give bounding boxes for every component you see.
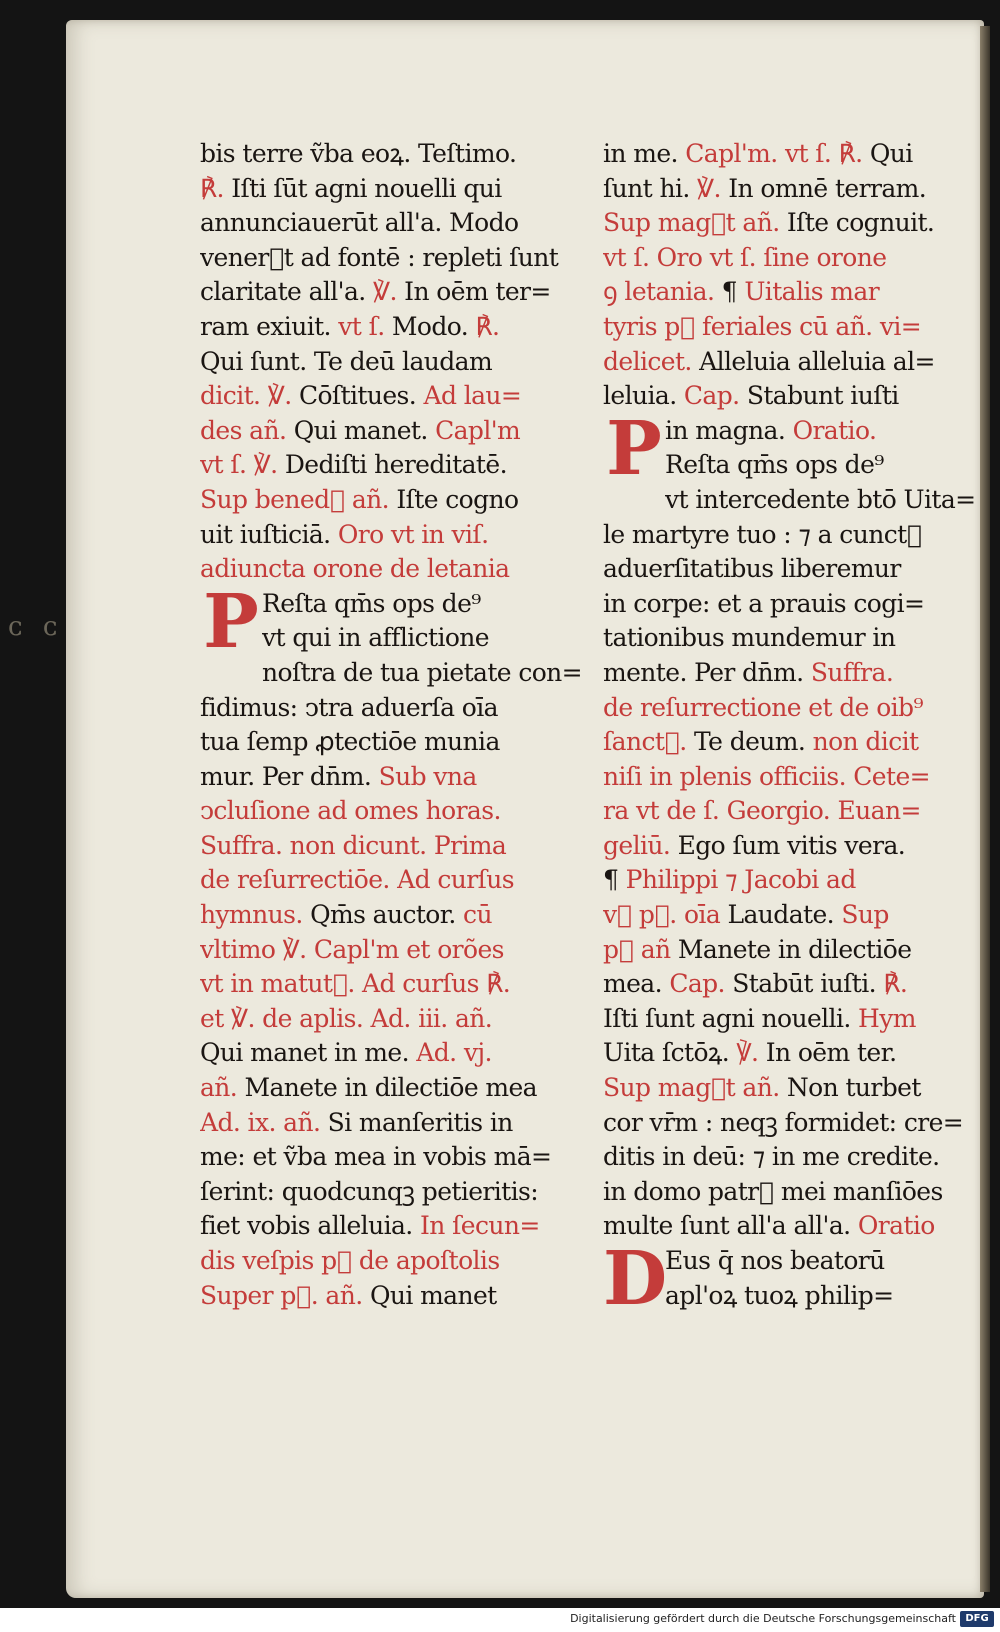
body-text: fidimus: ↄtra aduerſa oīa bbox=[200, 692, 498, 722]
text-line bbox=[603, 1071, 988, 1106]
text-line bbox=[200, 1244, 588, 1279]
rubric-text: de reſurrectione et de oib⁹ bbox=[603, 692, 923, 722]
text-line bbox=[603, 691, 988, 726]
body-text: vt intercedente btō Uita= bbox=[665, 484, 976, 514]
body-text: Manete in dilectiōe mea bbox=[244, 1073, 537, 1103]
text-line bbox=[603, 760, 988, 795]
body-text: multe ſunt all'a all'a. bbox=[603, 1211, 858, 1241]
body-text: Si manſeritis in bbox=[327, 1107, 513, 1137]
rubric-text: hymnus. bbox=[200, 900, 311, 930]
text-line bbox=[200, 414, 588, 449]
left-text-column bbox=[200, 137, 588, 1313]
text-line bbox=[200, 1140, 588, 1175]
text-line bbox=[603, 518, 988, 553]
body-text: ditis in deū: ⁊ in me credite. bbox=[603, 1142, 940, 1172]
rubric-text: Suffra. bbox=[810, 657, 894, 687]
body-text: aduerſitatibus liberemur bbox=[603, 554, 901, 584]
text-line bbox=[603, 1002, 988, 1037]
body-text: Manete in dilectiōe bbox=[677, 934, 912, 964]
text-line bbox=[200, 863, 588, 898]
body-text: Iſti ſunt agni nouelli. bbox=[603, 1003, 859, 1033]
rubric-text: Oratio. bbox=[792, 415, 877, 445]
rubric-text: dicit. ℣. bbox=[200, 381, 299, 411]
rubric-text: ℟. bbox=[475, 311, 500, 341]
body-text: Non turbet bbox=[786, 1073, 921, 1103]
body-text: Te deum. bbox=[694, 727, 813, 757]
text-line bbox=[200, 1071, 588, 1106]
rubric-text: non dicit bbox=[812, 727, 919, 757]
body-text: Iſte cogno bbox=[396, 484, 519, 514]
right-capital-block-1 bbox=[603, 405, 988, 492]
body-text: annunciauerūt all'a. Modo bbox=[200, 208, 519, 238]
funding-credit: Digitalisierung gefördert durch die Deutsche Forschungsgemeinschaft bbox=[570, 1612, 956, 1625]
text-line bbox=[262, 656, 588, 691]
rubric-text: vltimo ℣. Capl'm et orões bbox=[200, 934, 504, 964]
text-line bbox=[200, 345, 588, 380]
text-line bbox=[200, 933, 588, 968]
body-text: ſerint: quodcunqꝫ petieritis: bbox=[200, 1176, 539, 1206]
rubric-text: Sup magᷓt añ. bbox=[603, 1073, 787, 1103]
body-text: Reſta qm̄s ops de⁹ bbox=[665, 450, 884, 480]
rubric-text: Suffra. non dicunt. Prima bbox=[200, 830, 507, 860]
body-text: Laudate. bbox=[727, 900, 842, 930]
text-line bbox=[603, 1209, 988, 1244]
body-text: Stabūt iuſti. bbox=[732, 969, 884, 999]
rubric-text: ℣. bbox=[372, 277, 405, 307]
text-line bbox=[603, 206, 988, 241]
footer-bar bbox=[0, 1608, 1000, 1632]
text-line bbox=[200, 1209, 588, 1244]
body-text: noſtra de tua pietate con= bbox=[262, 657, 583, 687]
rubric-text: In ſecun= bbox=[419, 1211, 540, 1241]
rubricated-initial: P bbox=[203, 578, 259, 665]
body-text: In omnē terram. bbox=[728, 173, 927, 203]
rubric-text: ℟. bbox=[200, 173, 232, 203]
text-line bbox=[200, 898, 588, 933]
body-text: le martyre tuo : ⁊ a cunctᷓ bbox=[603, 519, 922, 549]
rubric-text: Ad. ix. añ. bbox=[200, 1107, 328, 1137]
rubric-text: vt ſ. bbox=[338, 311, 392, 341]
body-text: Dediſti hereditatē. bbox=[284, 450, 507, 480]
rubric-text: adiuncta orone de letania bbox=[200, 554, 510, 584]
body-text: ¶ bbox=[721, 277, 745, 307]
body-text: me: et ṽba mea in vobis mā= bbox=[200, 1142, 552, 1172]
body-text: cor vr̄m : neqꝫ formidet: cre= bbox=[603, 1107, 964, 1137]
text-line bbox=[262, 587, 588, 622]
text-line bbox=[200, 760, 588, 795]
body-text: in me. bbox=[603, 139, 686, 168]
rubric-text: Capl'm bbox=[435, 415, 521, 445]
body-text: in corpe: et a prauis cogi= bbox=[603, 588, 925, 618]
text-line bbox=[603, 137, 988, 172]
text-line bbox=[200, 379, 588, 414]
rubric-text: cū bbox=[463, 900, 492, 930]
rubric-text: ra vt de ſ. Georgio. Euan= bbox=[603, 796, 921, 826]
dfg-logo: DFG bbox=[960, 1611, 994, 1627]
text-line bbox=[603, 587, 988, 622]
rubric-text: vt ſ. ℣. bbox=[200, 450, 285, 480]
text-line bbox=[200, 552, 588, 587]
right-text-column bbox=[603, 137, 988, 1322]
rubric-text: ℟. bbox=[883, 969, 908, 999]
text-line bbox=[603, 794, 988, 829]
body-text: Alleluia alleluia al= bbox=[699, 346, 935, 376]
rubric-text: Hym bbox=[858, 1003, 916, 1033]
left-capital-block bbox=[200, 578, 588, 665]
text-line bbox=[603, 552, 988, 587]
body-text: In oēm ter= bbox=[404, 277, 551, 307]
rubric-text: pᷓ añ bbox=[603, 934, 678, 964]
rubric-text: ℣. bbox=[697, 173, 729, 203]
rubric-text: Ad lau= bbox=[423, 381, 522, 411]
left-para-1 bbox=[200, 137, 588, 587]
right-para-1 bbox=[603, 137, 988, 414]
rubric-text: ſanctᷓ. bbox=[603, 727, 695, 757]
rubric-text: Philippi ⁊ Jacobi ad bbox=[625, 865, 856, 895]
rubric-text: ↄcluſione ad omes horas. bbox=[200, 796, 501, 826]
text-line bbox=[200, 1002, 588, 1037]
text-line bbox=[200, 1279, 588, 1314]
rubric-text: dis veſpis pᷓ de apoſtolis bbox=[200, 1246, 500, 1275]
body-text: claritate all'a. bbox=[200, 277, 373, 307]
rubric-text: tyris pᷓ feriales cū añ. vi= bbox=[603, 311, 922, 341]
text-line bbox=[603, 725, 988, 760]
text-line bbox=[200, 275, 588, 310]
body-text: mente. Per dn̄m. bbox=[603, 657, 811, 687]
text-line bbox=[200, 1175, 588, 1210]
body-text: Qui ſunt. Te deū laudam bbox=[200, 346, 493, 376]
rubric-text: Cap. bbox=[669, 969, 733, 999]
rubric-text: niſi in plenis officiis. Cete= bbox=[603, 761, 930, 791]
text-line bbox=[603, 1140, 988, 1175]
text-line bbox=[603, 310, 988, 345]
body-text: tationibus mundemur in bbox=[603, 623, 896, 653]
body-text: venerᷓt ad fontē : repleti ſunt bbox=[200, 242, 559, 272]
rubric-text: geliū. bbox=[603, 830, 678, 860]
text-line bbox=[200, 691, 588, 726]
text-line bbox=[603, 1036, 988, 1071]
text-line bbox=[603, 1106, 988, 1141]
rubric-text: Capl'm. vt ſ. ℟. bbox=[685, 139, 870, 168]
text-line bbox=[200, 172, 588, 207]
rubric-text: et ℣. de aplis. Ad. iii. añ. bbox=[200, 1003, 493, 1033]
text-line bbox=[665, 414, 988, 449]
body-text: Qui manet in me. bbox=[200, 1038, 417, 1068]
body-text: mur. Per dn̄m. bbox=[200, 761, 379, 791]
text-line bbox=[200, 794, 588, 829]
text-line bbox=[603, 241, 988, 276]
text-line bbox=[200, 483, 588, 518]
body-text: In oēm ter. bbox=[765, 1038, 897, 1068]
text-line bbox=[603, 1175, 988, 1210]
body-text: leluia. bbox=[603, 381, 684, 411]
text-line bbox=[200, 206, 588, 241]
text-line bbox=[665, 1279, 988, 1314]
body-text: ¶ bbox=[603, 865, 626, 895]
rubric-text: Sub vna bbox=[378, 761, 477, 791]
body-text: in magna. bbox=[665, 415, 793, 445]
body-text: ſunt hi. bbox=[603, 173, 698, 203]
body-text: ram exiuit. bbox=[200, 311, 339, 341]
text-line bbox=[262, 621, 588, 656]
text-line bbox=[200, 310, 588, 345]
rubric-text: Oro vt in viſ. bbox=[337, 519, 489, 549]
text-line bbox=[200, 518, 588, 553]
body-text: mea. bbox=[603, 969, 670, 999]
rubric-text: Sup benedᷓ añ. bbox=[200, 484, 397, 514]
body-text: Qui manet. bbox=[293, 415, 436, 445]
rubric-text: Oratio bbox=[857, 1211, 935, 1241]
text-line bbox=[200, 725, 588, 760]
body-text: Iſti ſūt agni nouelli qui bbox=[231, 173, 502, 203]
body-text: Ego ſum vitis vera. bbox=[677, 830, 906, 860]
body-text: fiet vobis alleluia. bbox=[200, 1211, 420, 1241]
body-text: vt qui in afflictione bbox=[262, 623, 489, 653]
text-line bbox=[200, 829, 588, 864]
rubric-text: Sup magᷓt añ. bbox=[603, 208, 787, 238]
text-line bbox=[665, 1244, 988, 1279]
body-text: Iſte cognuit. bbox=[786, 208, 935, 238]
rubric-text: vᷓ pᷓ. oīa bbox=[603, 900, 728, 930]
body-text: tua ſemp ꝓtectiōe munia bbox=[200, 727, 500, 757]
body-text: Qm̄s auctor. bbox=[310, 900, 464, 930]
text-line bbox=[200, 1106, 588, 1141]
body-text: Qui manet bbox=[369, 1280, 497, 1310]
text-line bbox=[200, 137, 588, 172]
body-text: Stabunt iuſti bbox=[746, 381, 899, 411]
rubric-text: des añ. bbox=[200, 415, 294, 445]
rubric-text: ℣. bbox=[736, 1038, 766, 1068]
body-text: Uita ſctōꝝ. bbox=[603, 1038, 737, 1068]
text-line bbox=[603, 829, 988, 864]
text-line bbox=[665, 483, 988, 518]
rubricated-initial: P bbox=[606, 405, 662, 492]
body-text: apl'oꝝ tuoꝝ philip= bbox=[665, 1280, 894, 1310]
right-para-2 bbox=[603, 483, 988, 1244]
left-para-2 bbox=[200, 656, 588, 1313]
rubric-text: Cap. bbox=[683, 381, 747, 411]
rubric-text: añ. bbox=[200, 1073, 245, 1103]
rubric-text: vt in matutᷓ. Ad curſus ℟. bbox=[200, 969, 511, 999]
body-text: uit iuſticiā. bbox=[200, 519, 338, 549]
body-text: Cōſtitues. bbox=[298, 381, 424, 411]
text-line bbox=[603, 379, 988, 414]
text-line bbox=[200, 1036, 588, 1071]
text-line bbox=[200, 241, 588, 276]
margin-stain: ᴄ ᴄ bbox=[8, 612, 64, 642]
rubric-text: Ad. vj. bbox=[416, 1038, 492, 1068]
text-line bbox=[603, 621, 988, 656]
text-line bbox=[603, 863, 988, 898]
body-text: Reſta qm̄s ops de⁹ bbox=[262, 588, 481, 618]
right-capital-block-2 bbox=[603, 1236, 988, 1322]
rubric-text: Uitalis mar bbox=[744, 277, 880, 307]
text-line bbox=[603, 172, 988, 207]
rubric-text: Sup bbox=[841, 900, 889, 930]
text-line bbox=[200, 967, 588, 1002]
body-text: bis terre ṽba eoꝝ. Teſtimo. bbox=[200, 139, 517, 168]
rubric-text: de reſurrectiōe. Ad curſus bbox=[200, 865, 514, 895]
text-line bbox=[603, 275, 988, 310]
rubric-text: vt ſ. Oro vt ſ. ſine orone bbox=[603, 242, 887, 272]
text-line bbox=[603, 967, 988, 1002]
text-line bbox=[603, 933, 988, 968]
rubric-text: ꝯ letania. bbox=[603, 277, 722, 307]
text-line bbox=[665, 448, 988, 483]
text-line bbox=[603, 656, 988, 691]
body-text: Eus q̄ nos beatorū bbox=[665, 1246, 885, 1275]
body-text: Modo. bbox=[391, 311, 476, 341]
text-line bbox=[200, 448, 588, 483]
rubric-text: Super pᷓ. añ. bbox=[200, 1280, 370, 1310]
body-text: Qui bbox=[869, 139, 913, 168]
text-line bbox=[603, 898, 988, 933]
text-line bbox=[603, 345, 988, 380]
rubric-text: delicet. bbox=[603, 346, 700, 376]
rubricated-initial: D bbox=[603, 1236, 668, 1322]
body-text: in domo patrᷓ mei manſiōes bbox=[603, 1176, 943, 1206]
